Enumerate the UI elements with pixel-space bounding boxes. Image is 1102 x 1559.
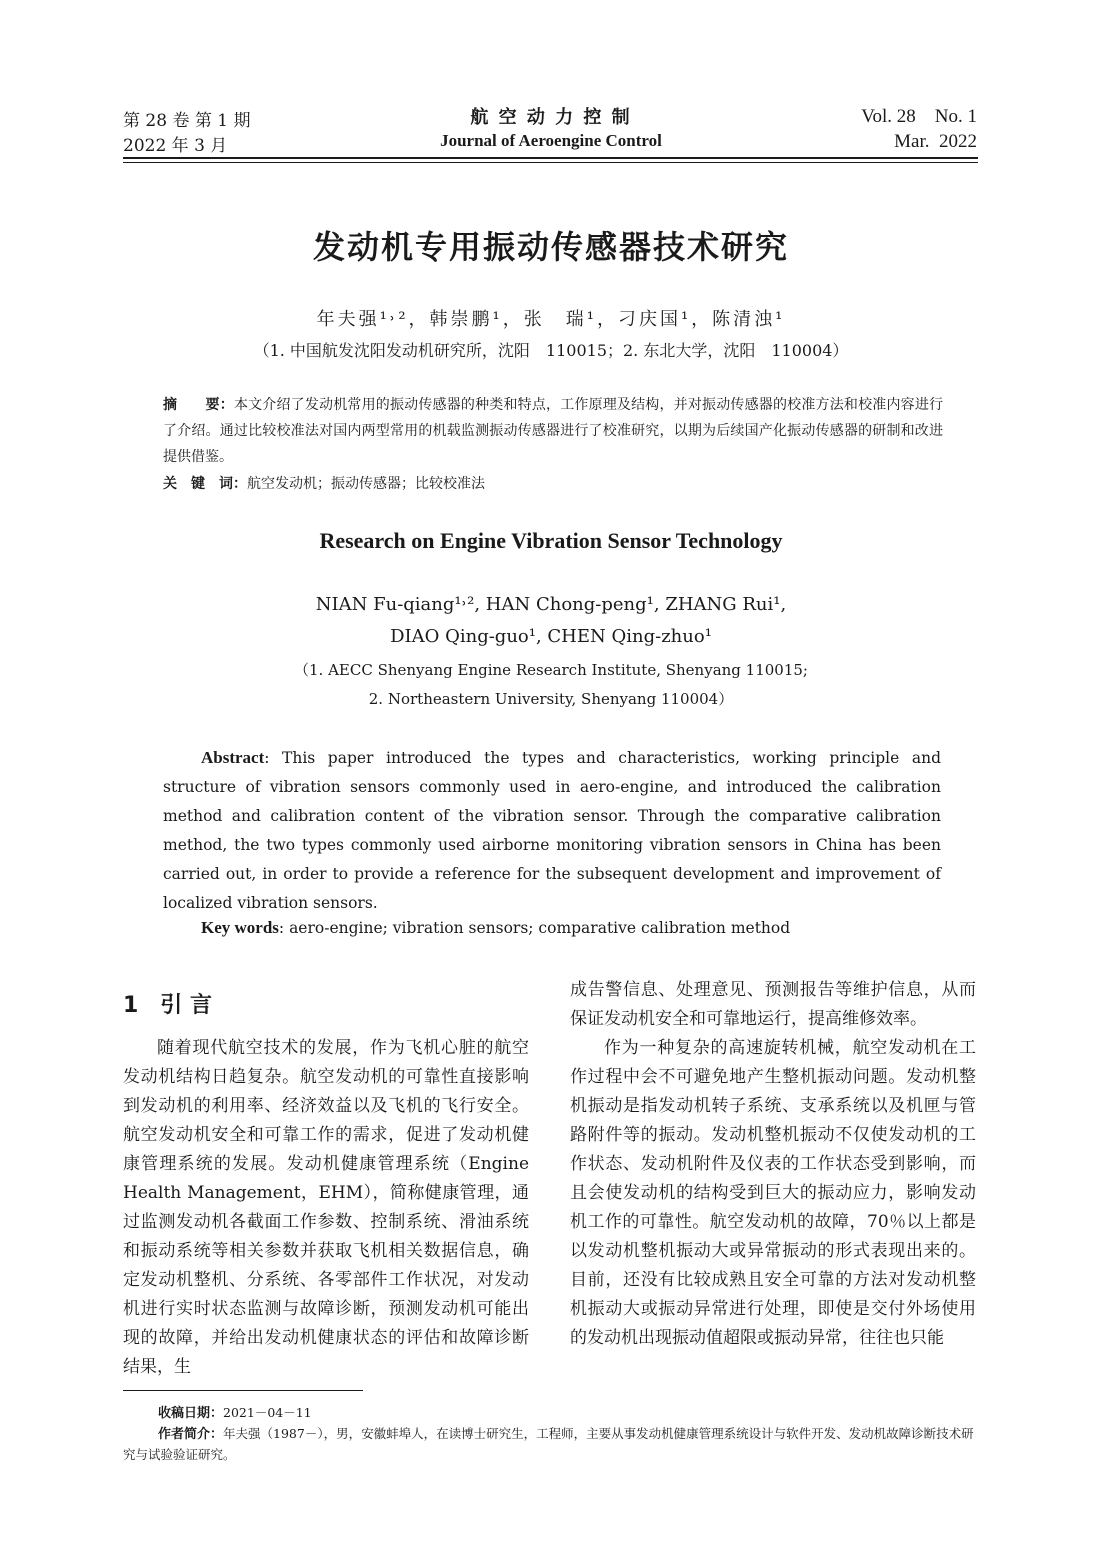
abstract-en	[163, 743, 941, 918]
author-bio-label: 作者简介：	[158, 1427, 224, 1442]
date-cn: 2022 年 3 月	[123, 136, 228, 156]
footnote-rule	[123, 1390, 363, 1391]
authors-cn: 年夫强¹˒²，韩崇鹏¹，张 瑞¹，刁庆国¹，陈清浊¹	[316, 309, 786, 330]
abstract-cn-text: 本文介绍了发动机常用的振动传感器的种类和特点，工作原理及结构，并对振动传感器的校准方法和校准内容进行了介绍。通过比较校准法对国内两型常用的机载监测振动传感器进行了校准研究，以期为后续国产化振动传感器的研制和改进提供借鉴。	[163, 397, 944, 465]
paper-title-en: Research on Engine Vibration Sensor Technology	[319, 528, 783, 553]
keywords-cn-text: 航空发动机；振动传感器；比较校准法	[247, 476, 485, 492]
keywords-en-text: : aero-engine; vibration sensors; comparative calibration method	[278, 919, 791, 937]
footnote-author	[123, 1424, 978, 1465]
volume-issue-cn: 第 28 卷 第 1 期	[123, 111, 251, 131]
intro-paragraph-1-continued: 成告警信息、处理意见、预测报告等维护信息，从而保证发动机安全和可靠地运行，提高维修效率。	[570, 980, 976, 1029]
header-rule-thin	[123, 162, 978, 163]
left-column	[123, 1034, 529, 1382]
intro-paragraph-2: 作为一种复杂的高速旋转机械，航空发动机在工作过程中会不可避免地产生整机振动问题。发动机整机振动是指发动机转子系统、支承系统以及机匣与管路附件等的振动。发动机整机振动不仅使发动机的工作状态、发动机附件及仪表的工作状态受到影响，而且会使发动机的结构受到巨大的振动应力，影响发动机工作的可靠性。航空发动机的故障，70％以上都是以发动机整机振动大或异常振动的形式表现出来的。目前，还没有比较成熟且安全可靠的方法对发动机整机振动大或振动异常进行处理，即使是交付外场使用的发动机出现振动值超限或振动异常，往往也只能	[570, 1038, 976, 1348]
author-bio: 年夫强（1987－），男，安徽蚌埠人，在读博士研究生，工程师，主要从事发动机健康管理系统设计与软件开发、发动机故障诊断技术研究与试验验证研究。	[123, 1426, 974, 1462]
volume-issue-en: Vol. 28 No. 1	[861, 106, 977, 127]
authors-en-line1: NIAN Fu-qiang¹˒², HAN Chong-peng¹, ZHANG Rui¹,	[315, 594, 787, 615]
keywords-cn-label: 关 键 词：	[163, 476, 247, 492]
authors-en-line2: DIAO Qing-guo¹, CHEN Qing-zhuo¹	[390, 626, 712, 647]
abstract-en-text: : This paper introduced the types and characteristics, working principle and structure of vibration sensors commonly used in aero-engine, and introduced the calibration method and calibration content of the vibration sensor. Through the comparative calibration method, the two types commonly used airborne monitoring vibration sensors in China has been carried out, in order to provide a reference for the subsequent development and improvement of localized vibration sensors.	[163, 749, 941, 912]
intro-paragraph-1: 随着现代航空技术的发展，作为飞机心脏的航空发动机结构日趋复杂。航空发动机的可靠性直接影响到发动机的利用率、经济效益以及飞机的飞行安全。航空发动机安全和可靠工作的需求，促进了发动机健康管理系统的发展。发动机健康管理系统（Engine Health Management，EHM），简称健康管理，通过监测发动机各截面工作参数、控制系统、滑油系统和振动系统等相关参数并获取飞机相关数据信息，确定发动机整机、分系统、各零部件工作状况，对发动机进行实时状态监测与故障诊断，预测发动机可能出现的故障，并给出发动机健康状态的评估和故障诊断结果，生	[123, 1038, 529, 1377]
section-heading: 1 引 言	[123, 993, 212, 1018]
right-column	[570, 976, 976, 1353]
paper-title-cn: 发动机专用振动传感器技术研究	[312, 228, 789, 266]
journal-name-cn: 航 空 动 力 控 制	[470, 107, 632, 128]
keywords-en	[201, 918, 790, 938]
keywords-en-label: Key words	[201, 918, 279, 937]
abstract-cn-label: 摘 要：	[163, 397, 234, 413]
footnote-received	[123, 1403, 978, 1424]
affiliations-en-line1: （1. AECC Shenyang Engine Research Institute, Shenyang 110015;	[294, 661, 808, 679]
received-date: 2021－04－11	[223, 1405, 312, 1420]
date-en: Mar. 2022	[894, 131, 977, 152]
affiliations-en-line2: 2. Northeastern University, Shenyang 110004）	[368, 690, 734, 708]
affiliations-cn: （1. 中国航发沈阳发动机研究所，沈阳 110015；2. 东北大学，沈阳 110004）	[253, 341, 849, 360]
keywords-cn	[163, 471, 943, 497]
abstract-cn	[163, 392, 943, 470]
journal-name-en: Journal of Aeroengine Control	[440, 131, 662, 150]
received-label: 收稿日期：	[158, 1406, 224, 1421]
header-rule-thick	[123, 157, 978, 159]
abstract-en-label: Abstract	[201, 748, 265, 767]
